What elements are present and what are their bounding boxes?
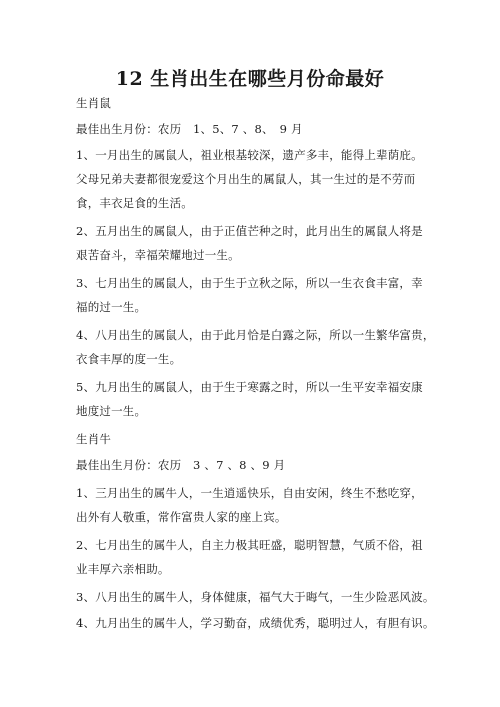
ox-item-2-line-1: 2、七月出生的属牛人，自主力极其旺盛，聪明智慧，气质不俗，祖 [76, 538, 423, 552]
section-heading-ox: 生肖牛 [76, 432, 112, 446]
ox-item-2-line-2: 业丰厚六亲相助。 [76, 562, 170, 576]
rat-item-4-line-2: 衣食丰厚的度一生。 [76, 352, 182, 366]
best-months-rat: 最佳出生月份：农历 1、5、7 、8、 9 月 [76, 122, 303, 136]
rat-item-1-line-3: 食，丰衣足食的生活。 [76, 196, 193, 210]
rat-item-5-line-1: 5、九月出生的属鼠人，由于生于寒露之时，所以一生平安幸福安康 [76, 380, 423, 394]
ox-item-4-line-1: 4、九月出生的属牛人，学习勤奋，成绩优秀，聪明过人，有胆有识。 [76, 616, 435, 630]
rat-item-2-line-1: 2、五月出生的属鼠人，由于正值芒种之时，此月出生的属鼠人将是 [76, 224, 423, 238]
rat-item-4-line-1: 4、八月出生的属鼠人，由于此月恰是白露之际，所以一生繁华富贵， [76, 328, 435, 342]
best-months-ox: 最佳出生月份：农历 3 、7 、8 、9 月 [76, 458, 286, 472]
rat-item-3-line-1: 3、七月出生的属鼠人，由于生于立秋之际，所以一生衣食丰富，幸 [76, 276, 423, 290]
rat-item-5-line-2: 地度过一生。 [76, 404, 147, 418]
rat-item-1-line-2: 父母兄弟夫妻都很宠爱这个月出生的属鼠人，其一生过的是不劳而 [76, 172, 416, 186]
section-heading-rat: 生肖鼠 [76, 96, 112, 110]
ox-item-1-line-2: 出外有人敬重，常作富贵人家的座上宾。 [76, 510, 287, 524]
rat-item-2-line-2: 艰苦奋斗，幸福荣耀地过一生。 [76, 248, 240, 262]
ox-item-1-line-1: 1、三月出生的属牛人，一生逍遥快乐，自由安闲，终生不愁吃穿， [76, 486, 423, 500]
document-title: 12 生肖出生在哪些月份命最好 [115, 68, 385, 90]
ox-item-3-line-1: 3、八月出生的属牛人，身体健康，福气大于晦气，一生少险恶风波。 [76, 590, 435, 604]
rat-item-3-line-2: 福的过一生。 [76, 300, 147, 314]
rat-item-1-line-1: 1、一月出生的属鼠人，祖业根基较深，遗产多丰，能得上辈荫庇。 [76, 148, 423, 162]
